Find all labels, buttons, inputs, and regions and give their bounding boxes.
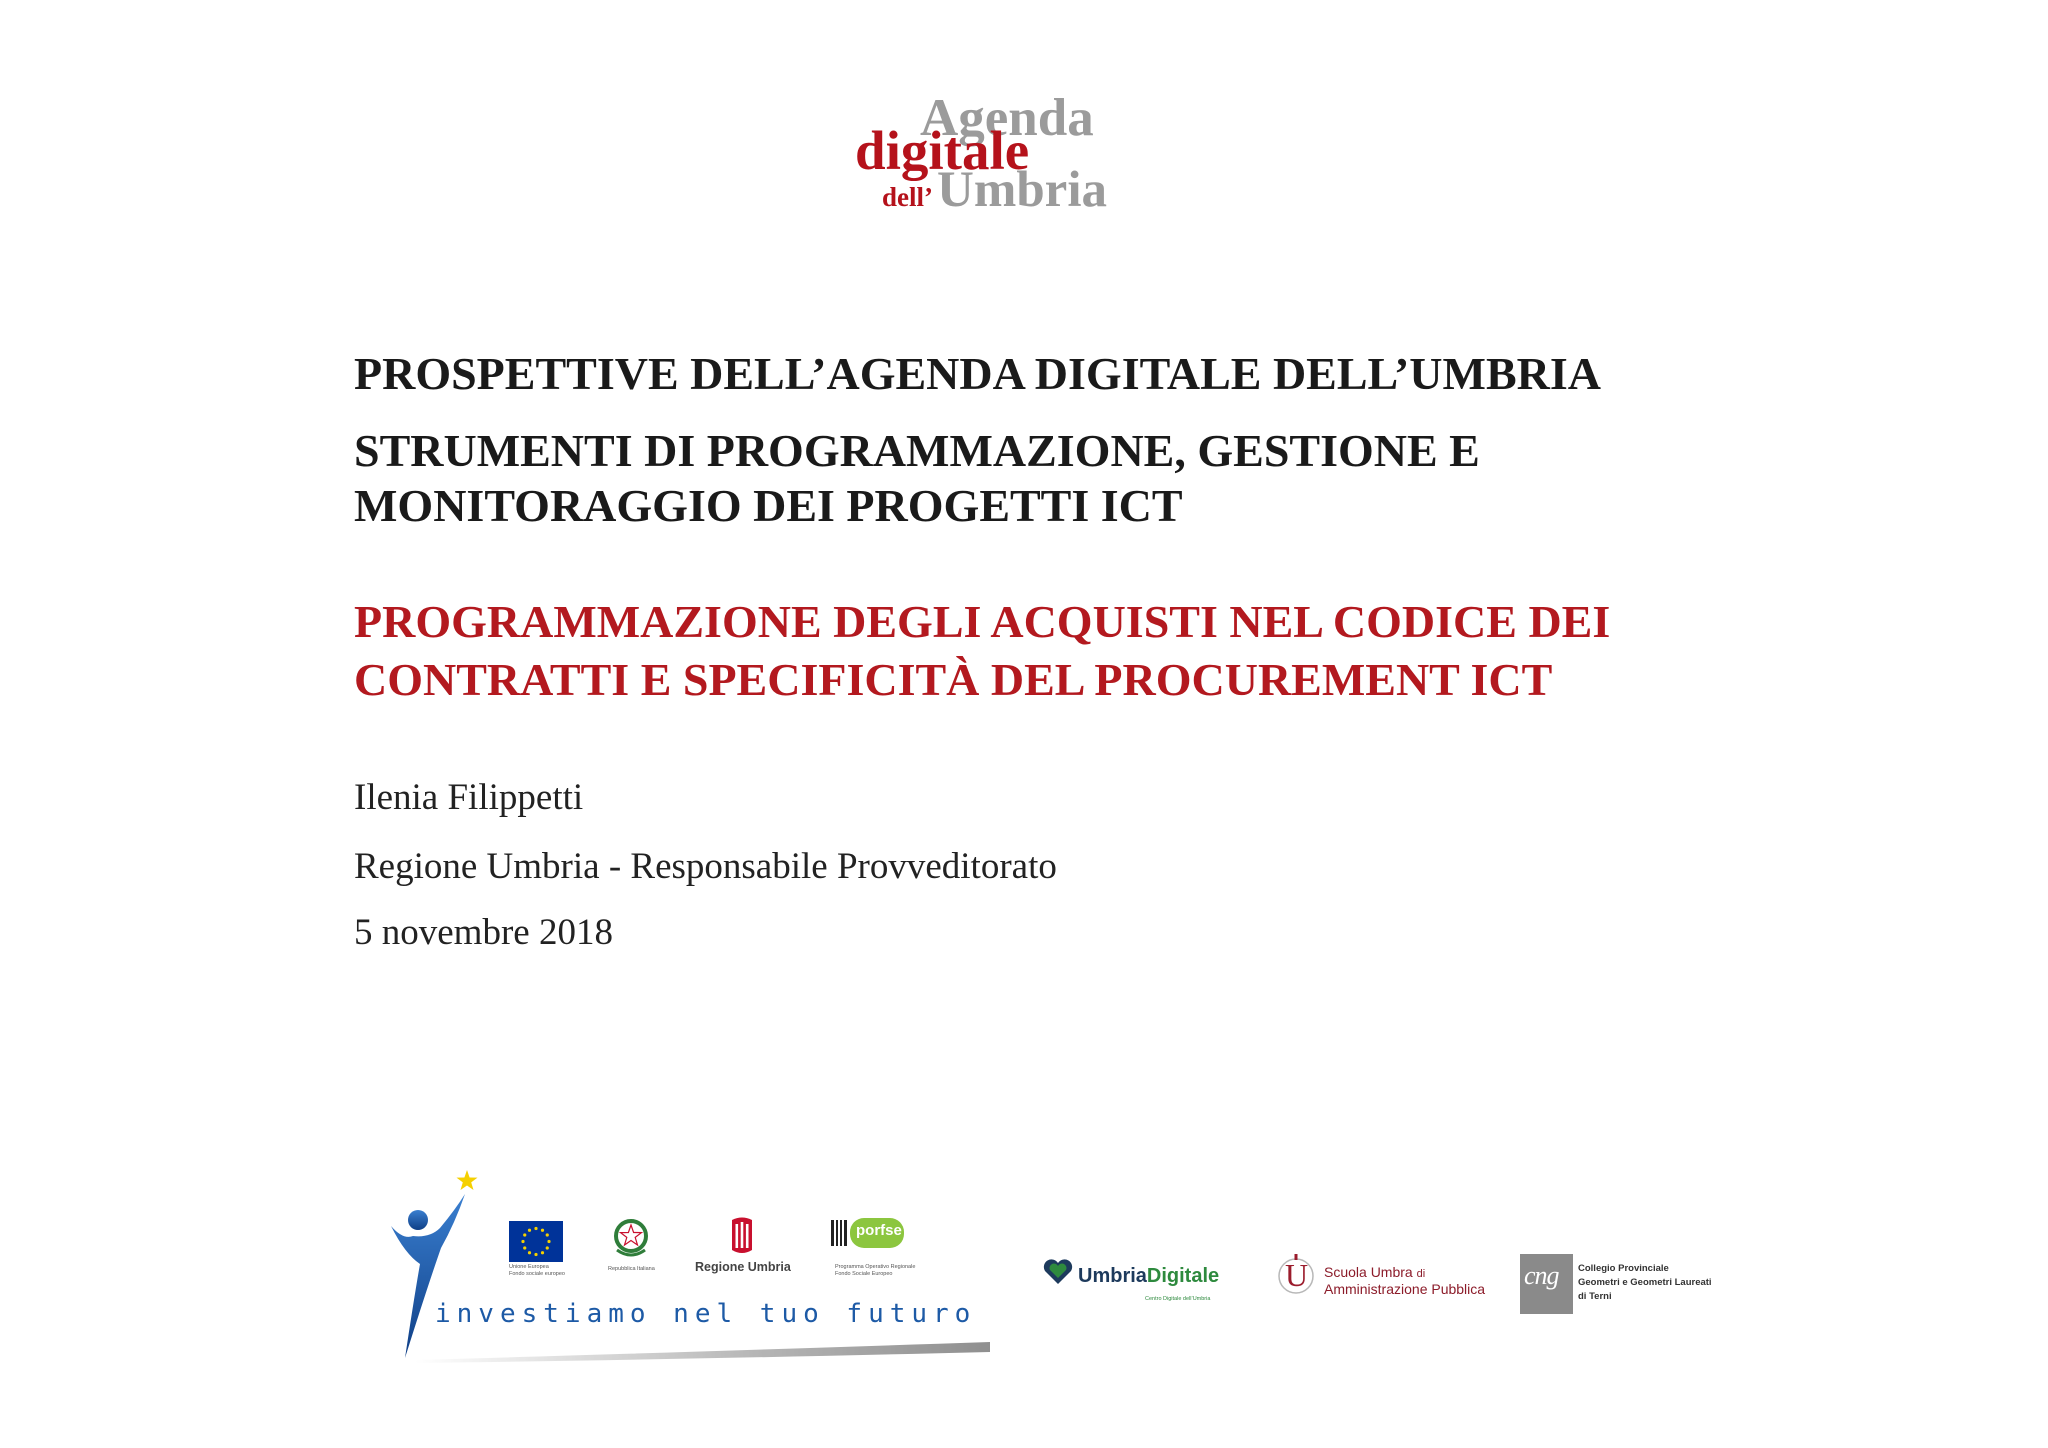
logo-umbria: Umbria [937,162,1107,218]
slogan-swoosh [415,1336,995,1364]
regione-umbria-label: Regione Umbria [695,1260,791,1274]
collegio-line-2: Geometri e Geometri Laureati [1578,1277,1712,1288]
por-fse-mark-fse: fse [880,1222,902,1239]
speaker-role: Regione Umbria - Responsabile Provveditorato [354,846,1057,887]
italian-emblem-icon [612,1216,650,1260]
collegio-mark: cng [1524,1261,1559,1290]
italy-caption: Repubblica Italiana [608,1266,655,1272]
umbria-digitale-heart-icon [1042,1258,1074,1286]
regione-umbria-emblem-icon [731,1216,753,1254]
logo-digitale: digitale [855,120,1030,181]
title-line-2: STRUMENTI DI PROGRAMMAZIONE, GESTIONE E [354,425,1480,476]
eu-flag-icon [509,1221,563,1262]
investiamo-slogan: investiamo nel tuo futuro [435,1299,977,1329]
umbria-digitale-name [1078,1265,1219,1287]
speaker-name: Ilenia Filippetti [354,777,584,818]
subtitle-line-1: PROGRAMMAZIONE DEGLI ACQUISTI NEL CODICE DEI [354,596,1611,647]
umbria-digitale-part-2: Digitale [1146,1265,1220,1287]
por-fse-caption [835,1264,915,1278]
collegio-line-3: di Terni [1578,1291,1612,1302]
eu-caption [509,1264,565,1278]
eu-caption-line-1: Unione Europea [509,1264,549,1270]
por-fse-caption-line-1: Programma Operativo Regionale [835,1264,916,1270]
scuola-umbra-line-1 [1324,1264,1425,1282]
title-line-1: PROSPETTIVE DELL’AGENDA DIGITALE DELL’UMBRIA [354,348,1601,399]
investiamo-figure-icon [385,1168,480,1363]
scuola-umbra-mark: U [1285,1257,1309,1293]
por-fse-caption-line-2: Fondo Sociale Europeo [835,1271,893,1277]
yellow-star-icon [457,1170,478,1190]
subtitle-line-2: CONTRATTI E SPECIFICITÀ DEL PROCUREMENT ICT [354,654,1553,705]
logo-agenda: Agenda [920,89,1094,147]
logo-dell: dell’ [882,182,933,212]
collegio-line-1: Collegio Provinciale [1578,1263,1669,1274]
umbria-digitale-sub: Centro Digitale dell’Umbria [1145,1296,1211,1302]
eu-caption-line-2: Fondo sociale europeo [509,1271,565,1277]
por-fse-mark-por: por [856,1222,881,1239]
scuola-umbra-name: Scuola Umbra [1324,1264,1413,1280]
por-fse-mark [856,1222,902,1240]
title-line-3: MONITORAGGIO DEI PROGETTI ICT [354,480,1183,531]
presentation-date: 5 novembre 2018 [354,912,613,953]
collegio-caption [1578,1262,1712,1304]
scuola-umbra-line-2: Amministrazione Pubblica [1324,1281,1486,1297]
scuola-umbra-di: di [1416,1268,1426,1280]
umbria-digitale-part-1: Umbria [1078,1265,1147,1287]
